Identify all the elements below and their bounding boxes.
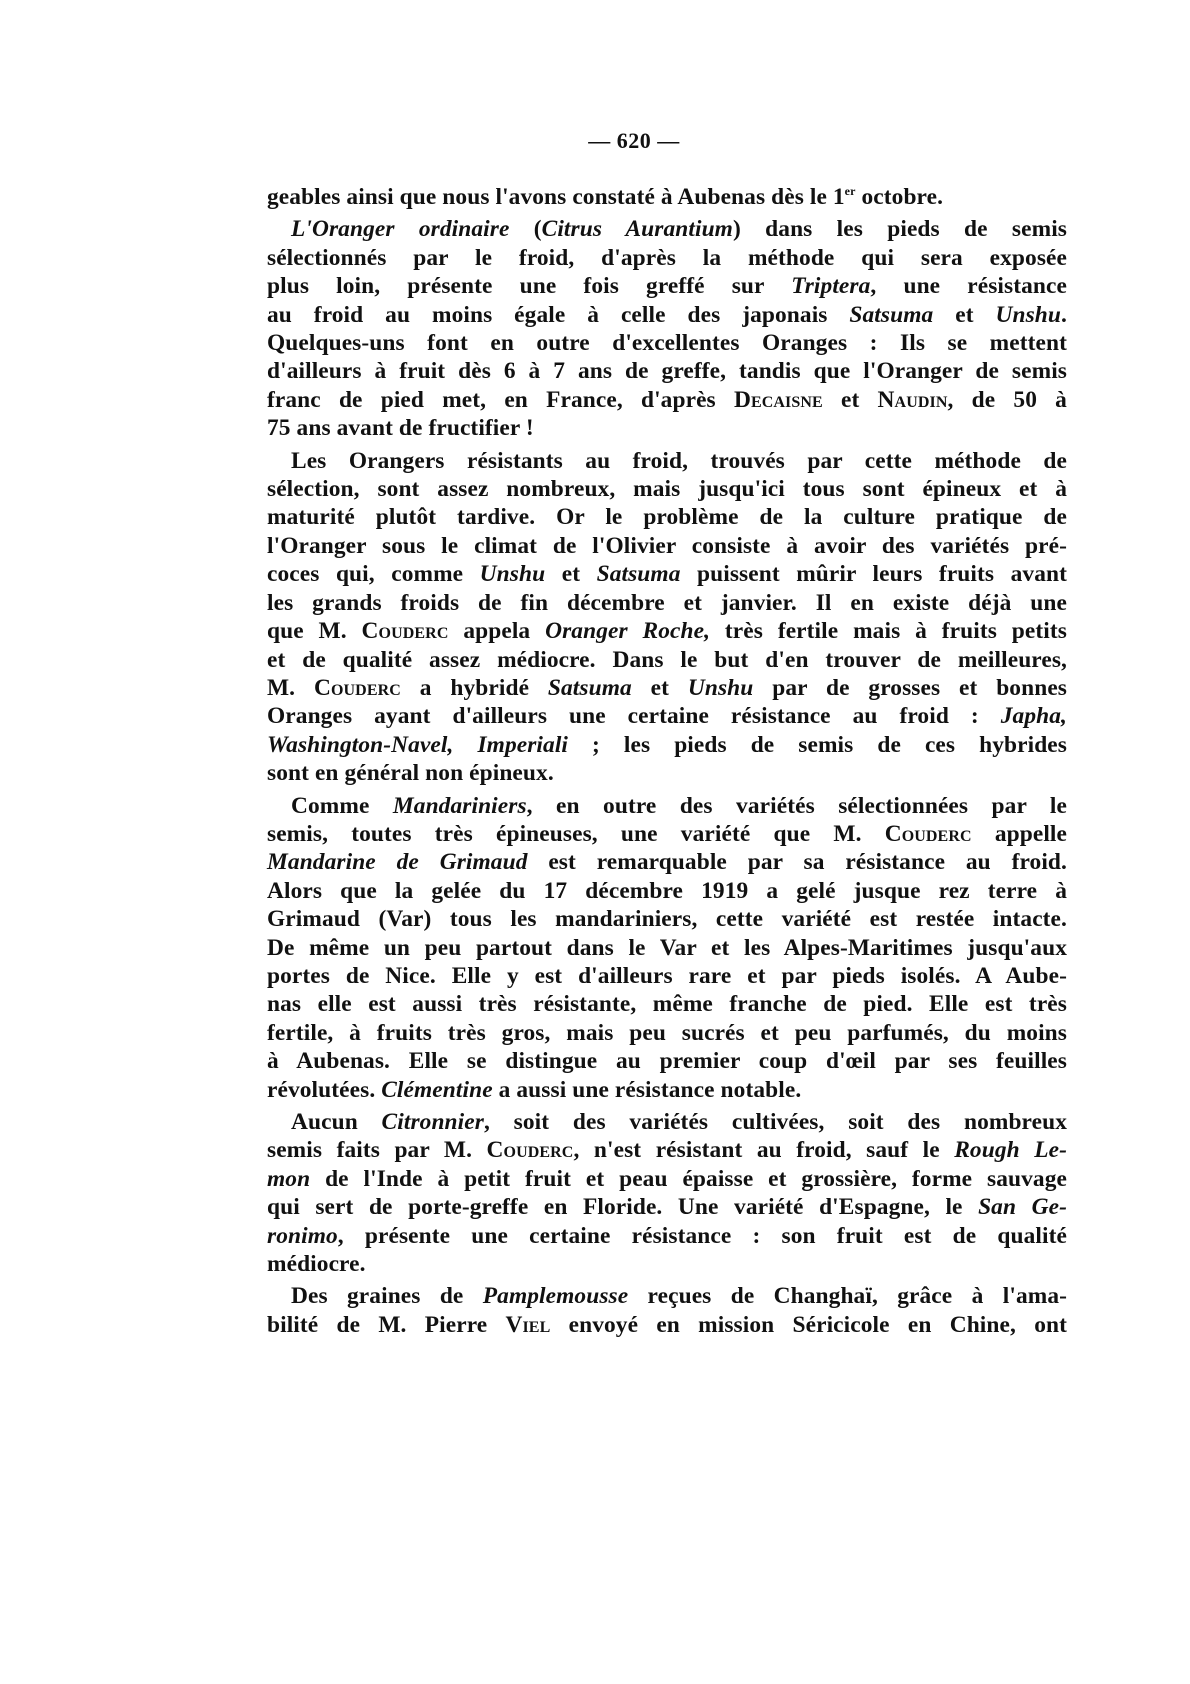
text-line: [267, 905, 1067, 933]
author-name: Naudin: [877, 386, 948, 413]
text-line: [267, 301, 1067, 329]
text-line: [267, 244, 1067, 272]
text-run: et: [631, 674, 688, 701]
paragraph-orangers-resistants: [267, 447, 1067, 788]
text-run: semis faits par M.: [267, 1137, 487, 1164]
text-line: [267, 414, 1067, 442]
text-line: [267, 183, 1067, 211]
text-run: , n'est résistant au froid, sauf le: [573, 1137, 955, 1164]
text-run: appelle: [971, 820, 1068, 847]
italic-term: San Ge-: [978, 1194, 1067, 1221]
text-run: d'ailleurs à fruit dès 6 à 7 ans de greffe, tandis que l'Oranger de semis: [267, 358, 1067, 385]
author-name: Couderc: [486, 1137, 574, 1164]
paragraph-mandariniers: [267, 792, 1067, 1104]
italic-term: Mandariniers: [392, 792, 527, 819]
text-line: [267, 1311, 1067, 1339]
italic-term: Unshu: [479, 561, 546, 588]
text-line: [267, 1108, 1067, 1136]
text-line: [267, 1076, 1067, 1104]
text-run: .: [1061, 301, 1067, 328]
italic-term: L'Oranger ordinaire: [291, 216, 510, 243]
text-line: [267, 646, 1067, 674]
text-line: [267, 1136, 1067, 1164]
italic-term: Rough Le-: [954, 1137, 1067, 1164]
text-run: fertile, à fruits très gros, mais peu sucrés et peu parfumés, du moins: [267, 1019, 1067, 1046]
italic-term: Mandarine de Grimaud: [267, 849, 528, 876]
text-run: médiocre.: [267, 1251, 366, 1278]
text-line: [267, 1282, 1067, 1310]
text-run: Grimaud (Var) tous les mandariniers, cette variété est restée intacte.: [267, 906, 1067, 933]
text-run: au froid au moins égale à celle des japonais: [267, 301, 850, 328]
text-run: est remarquable par sa résistance au froid.: [527, 849, 1067, 876]
text-line: [267, 934, 1067, 962]
text-line: [267, 532, 1067, 560]
text-line: [267, 759, 1067, 787]
italic-term: Pamplemousse: [482, 1283, 629, 1310]
text-run: sont en général non épineux.: [267, 760, 554, 787]
italic-term: Unshu: [995, 301, 1062, 328]
author-name: Viel: [505, 1311, 551, 1338]
text-run: et de qualité assez médiocre. Dans le but d'en trouver de meilleures,: [267, 646, 1067, 673]
text-run: semis, toutes très épineuses, une variété que M.: [267, 820, 885, 847]
text-line: [267, 1250, 1067, 1278]
text-run: coces qui, comme: [267, 561, 480, 588]
paragraph-pamplemousse: [267, 1282, 1067, 1339]
text-run: , de 50 à: [947, 386, 1067, 413]
text-run: et: [545, 561, 597, 588]
text-line: [267, 792, 1067, 820]
italic-term: Triptera: [791, 273, 871, 300]
text-line: [267, 617, 1067, 645]
text-line: [267, 386, 1067, 414]
text-run: , une résistance: [870, 273, 1067, 300]
text-line: [267, 589, 1067, 617]
text-line: [267, 357, 1067, 385]
italic-term: Oranger Roche,: [545, 618, 711, 645]
italic-term: ronimo: [267, 1222, 338, 1249]
text-line: [267, 215, 1067, 243]
italic-term: Satsuma: [849, 301, 934, 328]
superscript: er: [844, 184, 856, 198]
text-run: qui sert de porte-greffe en Floride. Une variété d'Espagne, le: [267, 1194, 979, 1221]
text-run: que M.: [267, 618, 362, 645]
italic-term: Unshu: [687, 674, 754, 701]
author-name: Couderc: [313, 674, 401, 701]
text-line: [267, 1047, 1067, 1075]
text-run: portes de Nice. Elle y est d'ailleurs rare et par pieds isolés. A Aube-: [267, 962, 1067, 989]
text-run: geables ainsi que nous l'avons constaté à Aubenas dès le 1: [267, 184, 845, 210]
text-run: très fertile mais à fruits petits: [710, 618, 1067, 645]
italic-term: Satsuma: [596, 561, 681, 588]
text-line: [267, 962, 1067, 990]
text-run: M.: [267, 674, 314, 701]
text-run: a hybridé: [400, 674, 548, 701]
text-line: [267, 702, 1067, 730]
italic-term: Citronnier: [381, 1109, 484, 1135]
text-run: Des graines de: [291, 1283, 483, 1310]
text-line: [267, 503, 1067, 531]
text-run: , présente une certaine résistance : son fruit est de qualité: [337, 1222, 1067, 1249]
text-run: les grands froids de fin décembre et janvier. Il en existe déjà une: [267, 589, 1067, 616]
text-run: plus loin, présente une fois greffé sur: [267, 273, 792, 300]
text-run: révolutées.: [267, 1076, 382, 1103]
paragraph-continuation: [267, 183, 1067, 211]
body-text: [267, 183, 1067, 1343]
text-run: par de grosses et bonnes: [753, 674, 1068, 701]
text-run: sélection, sont assez nombreux, mais jusqu'ici tous sont épineux et à: [267, 476, 1067, 503]
text-line: [267, 820, 1067, 848]
text-run: (: [509, 216, 542, 243]
italic-term: mon: [267, 1165, 311, 1192]
text-run: reçues de Changhaï, grâce à l'ama-: [628, 1283, 1068, 1310]
text-run: ) dans les pieds de semis: [732, 216, 1067, 243]
text-run: , soit des variétés cultivées, soit des nombreux: [483, 1109, 1067, 1135]
text-run: l'Oranger sous le climat de l'Olivier consiste à avoir des variétés pré-: [267, 532, 1067, 559]
paragraph-citronnier: [267, 1108, 1067, 1278]
text-run: Comme: [291, 792, 393, 819]
text-run: à Aubenas. Elle se distingue au premier coup d'œil par ses feuilles: [267, 1048, 1067, 1075]
text-line: [267, 990, 1067, 1018]
text-run: et: [933, 301, 996, 328]
text-line: [267, 877, 1067, 905]
italic-term: Citrus Aurantium: [541, 216, 733, 243]
text-run: Quelques-uns font en outre d'excellentes Oranges : Ils se mettent: [267, 330, 1067, 357]
text-run: Oranges ayant d'ailleurs une certaine résistance au froid :: [267, 703, 1001, 730]
text-line: [267, 1019, 1067, 1047]
page-number: — 620 —: [588, 128, 680, 153]
text-run: Alors que la gelée du 17 décembre 1919 a gelé jusque rez terre à: [267, 877, 1067, 904]
text-line: [267, 1165, 1067, 1193]
text-line: [267, 272, 1067, 300]
text-run: a aussi une résistance notable.: [492, 1076, 802, 1103]
text-run: maturité plutôt tardive. Or le problème de la culture pratique de: [267, 504, 1067, 531]
text-line: [267, 1222, 1067, 1250]
text-run: bilité de M. Pierre: [267, 1311, 506, 1338]
text-run: sélectionnés par le froid, d'après la méthode qui sera exposée: [267, 244, 1067, 271]
text-run: nas elle est aussi très résistante, même franche de pied. Elle est très: [267, 991, 1067, 1018]
text-line: [267, 1193, 1067, 1221]
text-run: de l'Inde à petit fruit et peau épaisse et grossière, forme sauvage: [310, 1165, 1067, 1192]
text-run: Aucun: [291, 1109, 382, 1135]
text-line: [267, 475, 1067, 503]
author-name: Couderc: [361, 618, 449, 645]
italic-term: Satsuma: [547, 674, 632, 701]
text-line: [267, 731, 1067, 759]
italic-term: Washington-Navel, Imperiali: [267, 731, 569, 758]
text-line: [267, 560, 1067, 588]
text-run: ; les pieds de semis de ces hybrides: [568, 731, 1067, 758]
paragraph-oranger-ordinaire: [267, 215, 1067, 442]
text-run: Les Orangers résistants au froid, trouvés par cette méthode de: [291, 447, 1067, 474]
text-run: octobre.: [855, 184, 944, 210]
italic-term: Clémentine: [381, 1076, 493, 1103]
text-run: De même un peu partout dans le Var et les Alpes-Maritimes jusqu'aux: [267, 934, 1067, 961]
text-run: franc de pied met, en France, d'après: [267, 386, 734, 413]
text-line: [267, 674, 1067, 702]
italic-term: Japha,: [1000, 703, 1067, 730]
text-run: puissent mûrir leurs fruits avant: [680, 561, 1067, 588]
text-line: [267, 447, 1067, 475]
author-name: Decaisne: [733, 386, 823, 413]
text-run: , en outre des variétés sélectionnées par le: [526, 792, 1068, 819]
text-run: et: [822, 386, 878, 413]
text-line: [267, 848, 1067, 876]
text-run: 75 ans avant de fructifier !: [267, 415, 534, 442]
text-line: [267, 329, 1067, 357]
text-run: envoyé en mission Séricicole en Chine, ont: [550, 1311, 1067, 1338]
author-name: Couderc: [884, 820, 972, 847]
text-run: appela: [448, 618, 546, 645]
